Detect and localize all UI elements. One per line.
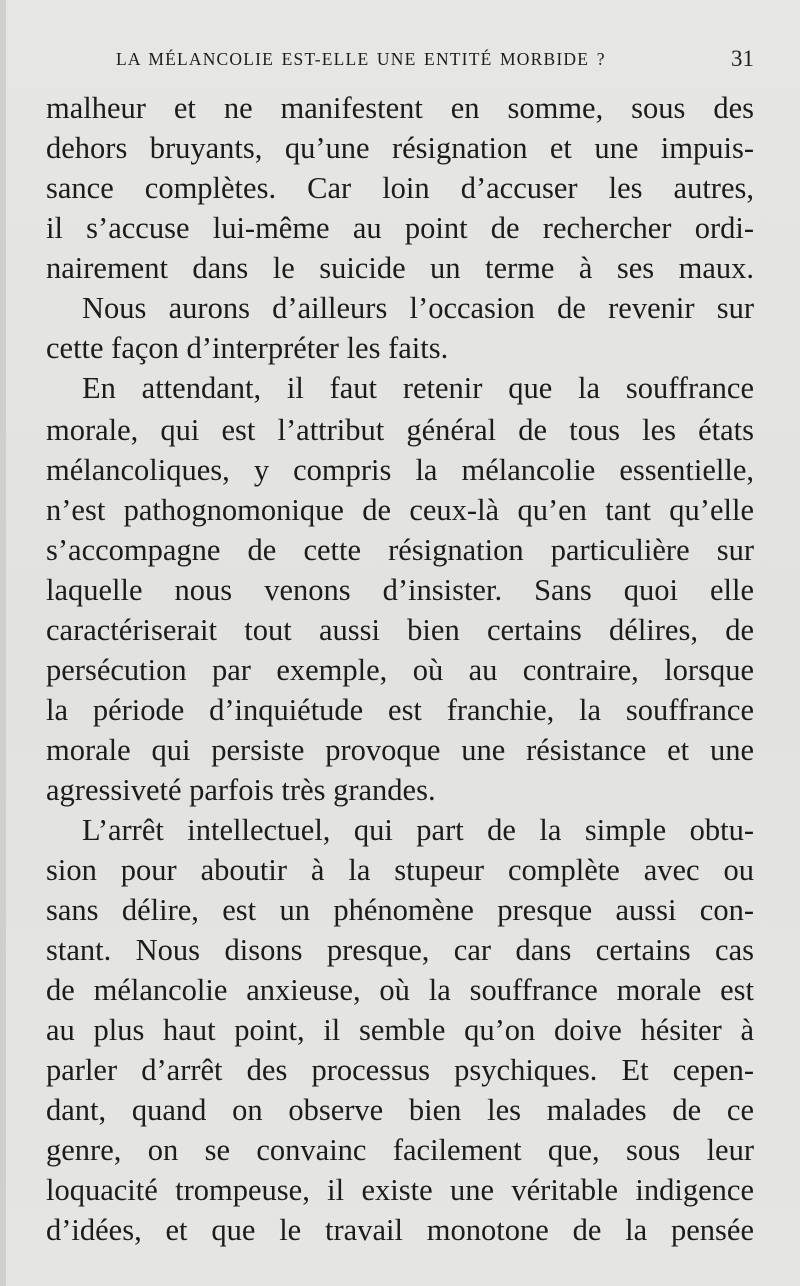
text-line: L’arrêt intellectuel, qui part de la simple obtu- (82, 813, 754, 847)
text-line: de mélancolie anxieuse, où la souffrance morale est (46, 973, 754, 1007)
text-line: sans délire, est un phénomène presque aussi con- (46, 893, 754, 927)
running-header (116, 44, 754, 74)
text-line: loquacité trompeuse, il existe une véritable indigence (46, 1173, 754, 1207)
text-line: nairement dans le suicide un terme à ses maux. (46, 251, 754, 285)
text-line: dehors bruyants, qu’une résignation et une impuis- (46, 131, 754, 165)
text-line: cette façon d’interpréter les faits. (46, 331, 449, 365)
text-line: caractériserait tout aussi bien certains délires, de (46, 613, 754, 647)
text-line: sance complètes. Car loin d’accuser les autres, (46, 171, 754, 205)
body-text (46, 88, 754, 1250)
text-line: malheur et ne manifestent en somme, sous des (46, 91, 754, 125)
text-line: stant. Nous disons presque, car dans certains cas (46, 933, 754, 967)
text-line: il s’accuse lui-même au point de rechercher ordi- (46, 211, 754, 245)
text-line: persécution par exemple, où au contraire, lorsque (46, 653, 754, 687)
text-line: morale, qui est l’attribut général de tous les états (46, 413, 754, 447)
text-line: au plus haut point, il semble qu’on doive hésiter à (46, 1013, 754, 1047)
running-title: LA MÉLANCOLIE EST-ELLE UNE ENTITÉ MORBIDE ? (116, 49, 606, 69)
text-line: genre, on se convainc facilement que, sous leur (46, 1133, 754, 1167)
text-line: parler d’arrêt des processus psychiques. Et cepen- (46, 1053, 754, 1087)
text-line: agressiveté parfois très grandes. (46, 773, 436, 807)
text-line: sion pour aboutir à la stupeur complète avec ou (46, 853, 754, 887)
page-number: 31 (731, 46, 754, 71)
text-line: n’est pathognomonique de ceux-là qu’en tant qu’elle (46, 493, 754, 527)
page-edge (0, 0, 6, 1286)
text-line: mélancoliques, y compris la mélancolie essentielle, (46, 453, 754, 487)
text-line: d’idées, et que le travail monotone de la pensée (46, 1213, 754, 1247)
text-line: En attendant, il faut retenir que la souffrance (82, 371, 754, 405)
text-line: la période d’inquiétude est franchie, la souffrance (46, 693, 754, 727)
text-line: morale qui persiste provoque une résistance et une (46, 733, 754, 767)
text-line: s’accompagne de cette résignation particulière sur (46, 533, 754, 567)
text-line: laquelle nous venons d’insister. Sans quoi elle (46, 573, 754, 607)
text-line: dant, quand on observe bien les malades de ce (46, 1093, 754, 1127)
text-line: Nous aurons d’ailleurs l’occasion de revenir sur (82, 291, 754, 325)
